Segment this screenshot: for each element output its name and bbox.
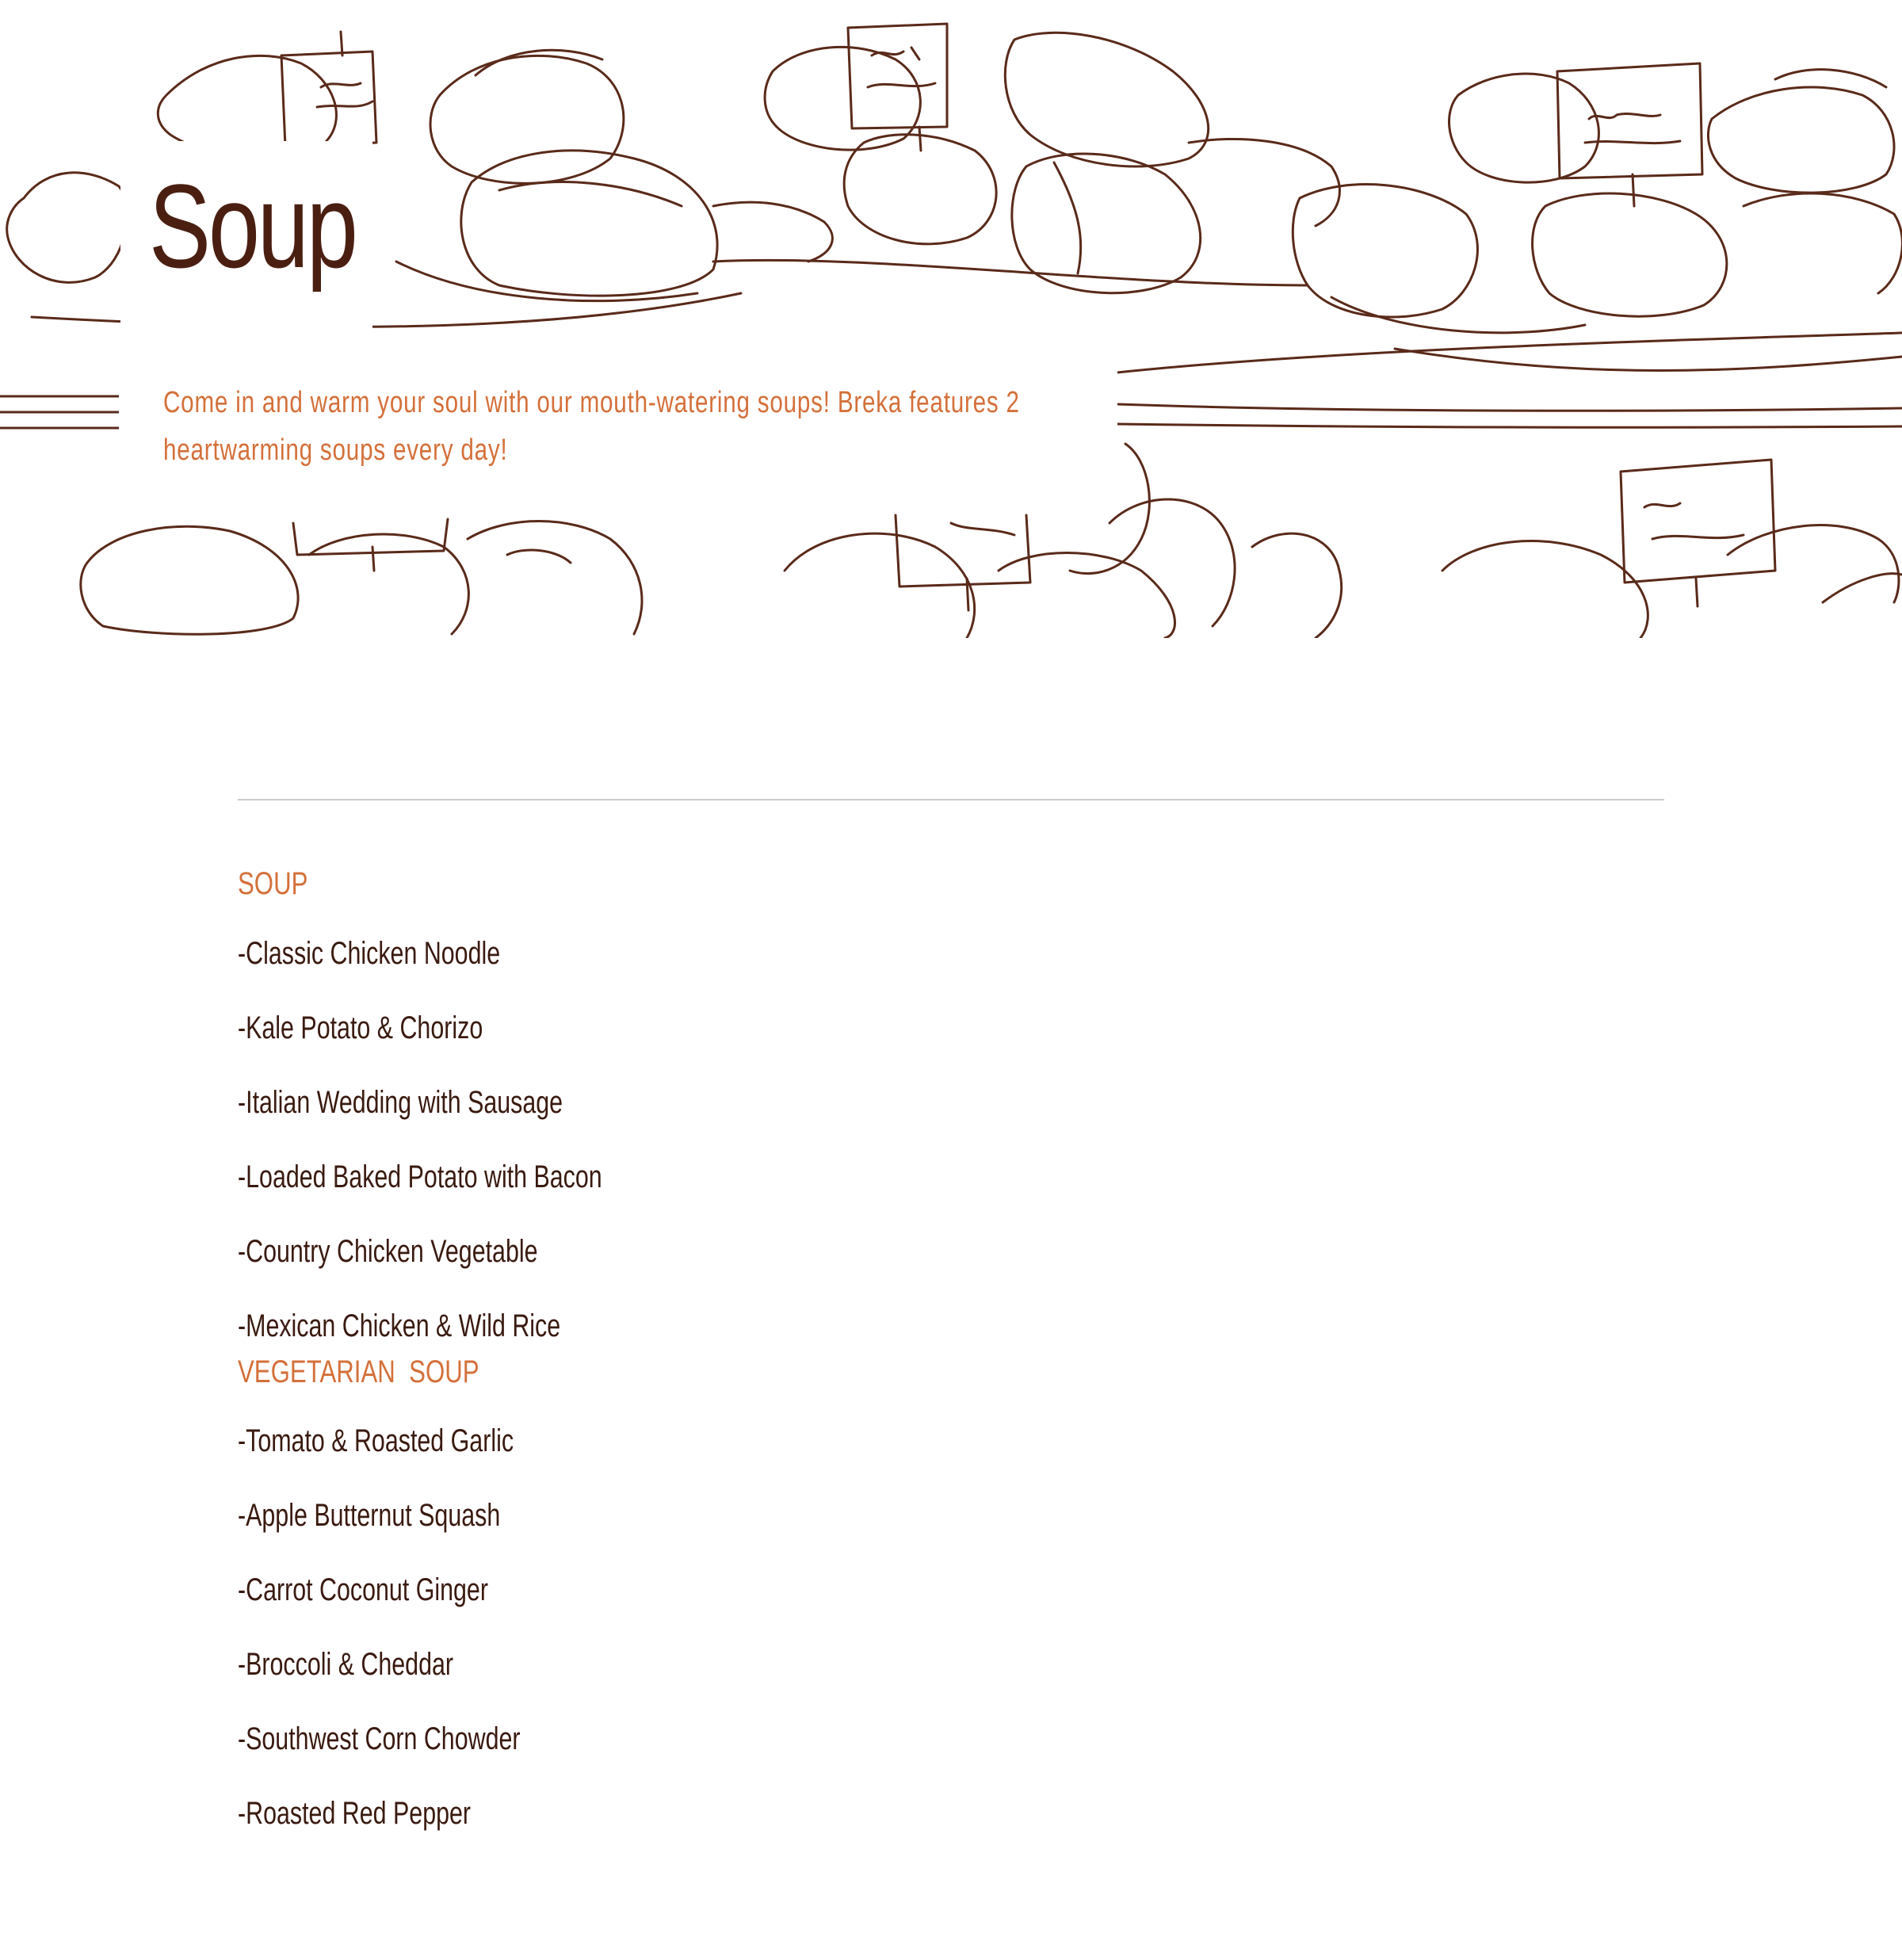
menu-item: -Roasted Red Pepper [238, 1796, 472, 1831]
menu-item: -Southwest Corn Chowder [238, 1721, 521, 1756]
menu-item: -Carrot Coconut Ginger [238, 1572, 488, 1607]
menu-item: -Country Chicken Vegetable [238, 1234, 538, 1269]
section-divider [238, 799, 1664, 800]
page-title: Soup [149, 159, 356, 292]
menu-item: -Mexican Chicken & Wild Rice [238, 1309, 561, 1343]
menu-item: -Tomato & Roasted Garlic [238, 1423, 514, 1458]
title-panel [120, 141, 372, 331]
menu-item: -Italian Wedding with Sausage [238, 1085, 563, 1120]
section-heading-vegetarian-soup: VEGETARIAN SOUP [238, 1354, 479, 1389]
soup-menu [238, 860, 1664, 1864]
intro-text: Come in and warm your soul with our mouth-watering soups! Breka features 2 heartwarming soups every day! [163, 386, 1020, 467]
menu-item: -Classic Chicken Noodle [238, 936, 501, 971]
section-heading-soup: SOUP [238, 866, 308, 901]
menu-item: -Loaded Baked Potato with Bacon [238, 1160, 602, 1194]
menu-item: -Broccoli & Cheddar [238, 1647, 454, 1682]
hero-banner [0, 0, 1902, 638]
menu-item: -Kale Potato & Chorizo [238, 1011, 483, 1045]
intro-panel [119, 355, 1117, 514]
menu-item: -Apple Butternut Squash [238, 1498, 501, 1533]
